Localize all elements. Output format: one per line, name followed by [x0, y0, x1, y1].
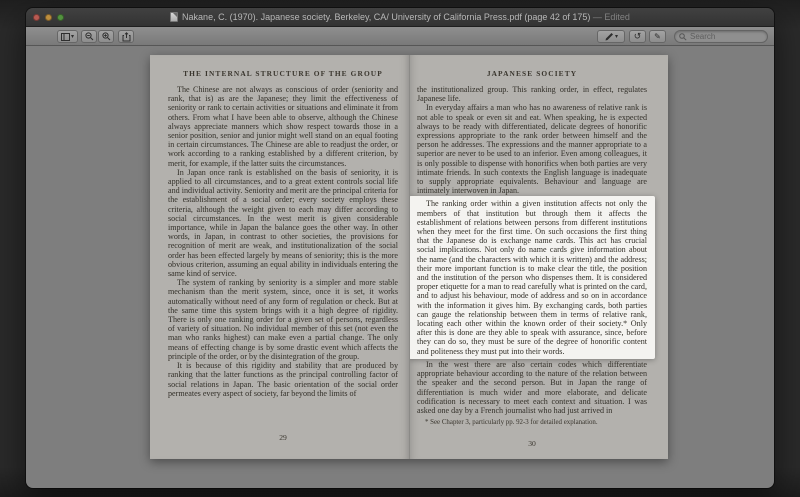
document-proxy-icon[interactable]	[170, 12, 178, 22]
pencil-circle-icon: ✎	[654, 31, 661, 41]
highlighted-paragraph[interactable]: The ranking order within a given institution affects not only the members of that institution but through them it affects the establishment of relations between persons from different institutions when they meet for the first time. On such occasions the first thing that the Japanese do is exchange name cards. This act has crucial social implications. Not only do name cards give information about the name (and the characters with which it is written) and the address; their more important function is to make clear the title, the position and the institution of the person who dispenses them. It is considered proper etiquette for a man to read carefully what is printed on the card, and to adjust his behaviour, mode of address and so on in accordance with the information it gives him. By exchanging cards, both parties can gauge the relationship between them in terms of relative rank, locating each other within the known order of their society.* Only after this is done are they able to speak with assurance, since, before they can do so, they must be sure of the degree of honorific content and politeness they must put into their words.	[417, 199, 647, 356]
search-icon	[679, 28, 687, 46]
share-icon	[122, 32, 131, 42]
chevron-down-icon: ▾	[614, 33, 618, 40]
paragraph[interactable]: In the west there are also certain codes which differentiate appropriate behaviour according to the nature of the relation between the speaker and the second person. But in Japan the range of differentiation is much wider and more elaborate, and delicate codification is necessary to meet each context and situation. I was asked one day by a French journalist who had just arrived in	[417, 359, 647, 415]
marker-pen-icon	[604, 32, 614, 42]
paragraph[interactable]: In everyday affairs a man who has no awareness of relative rank is not able to speak or even sit and eat. When speaking, he is expected always to be ready with differentiated, delicate degrees of honorific expressions appropriate to the rank order between himself and the person he addresses. The expressions and the manner appropriate to a superior are never to be used to an inferior. Even among colleagues, it is only possible to dispense with honorifics when both parties are very intimate friends. In such contexts the English language is inadequate to supply appropriate equivalents. Behaviour and language are intimately interwoven in Japan.	[417, 103, 647, 196]
running-head: JAPANESE SOCIETY	[486, 69, 578, 78]
document-title: Nakane, C. (1970). Japanese society. Berkeley, CA/ University of California Press.pdf (page 42 of 175)	[182, 12, 591, 22]
page-number: 30	[528, 439, 536, 448]
pdf-page-left[interactable]	[150, 55, 409, 459]
toolbar	[26, 27, 774, 46]
zoom-out-button[interactable]	[81, 30, 97, 43]
rotate-left-icon: ↺	[633, 31, 642, 41]
running-head: THE INTERNAL STRUCTURE OF THE GROUP	[183, 69, 383, 78]
search-field[interactable]	[674, 30, 768, 43]
paragraph[interactable]: It is because of this rigidity and stability that are produced by ranking that the latter functions as the principal controlling factor of social relations in Japan. The basic orientation of the social order permeates every aspect of society, far beyond the limits of	[168, 361, 398, 398]
paragraph[interactable]: the institutionalized group. This ranking order, in effect, regulates Japanese life.	[417, 85, 647, 104]
footnote: * See Chapter 3, particularly pp. 92-3 for detailed explanation.	[425, 419, 598, 427]
sidebar-view-button[interactable]	[57, 30, 78, 43]
zoom-in-button[interactable]	[98, 30, 114, 43]
search-input[interactable]	[690, 32, 763, 41]
markup-pen-button[interactable]	[597, 30, 625, 43]
sidebar-icon	[61, 33, 70, 41]
zoom-in-icon	[102, 32, 111, 41]
share-button[interactable]	[118, 30, 134, 43]
page-number: 29	[279, 433, 287, 442]
minimize-button[interactable]	[45, 14, 52, 21]
preview-window	[26, 8, 774, 488]
window-title	[26, 8, 774, 27]
rotate-left-button[interactable]	[629, 30, 646, 43]
chevron-down-icon: ▾	[70, 33, 74, 40]
pdf-page-right[interactable]	[409, 55, 668, 459]
pdf-content-area[interactable]	[26, 46, 774, 488]
paragraph[interactable]: In Japan once rank is established on the basis of seniority, it is applied to all circumstances, and to a great extent controls social life and individual activity. Seniority and merit are the principal criteria for the establishment of a social order; every society employs these criteria, although the weight given to each may differ according to social circumstances. In the west merit is given considerable importance, while in Japan the balance goes the other way. In other words, in Japan, in contrast to other societies, the provisions for recognition of merit are weak, and institutionalization of the social order has been effected largely by means of seniority; this is the more obvious criterion, assuming an equal ability in individuals entering the same kind of service.	[168, 167, 398, 279]
paragraph[interactable]: The system of ranking by seniority is a simpler and more stable mechanism than the merit system, since, once it is set, it works automatically without need of any form of regulation or check. But at the same time this system brings with it a high degree of rigidity. There is only one ranking order for a given set of persons, regardless of variety of situation. No individual member of this set (not even the man who ranks highest) can make even a partial change. The only means of effecting change is by some drastic event which affects the principle of the order, or by the disintegration of the group.	[168, 278, 398, 361]
edited-badge: — Edited	[590, 12, 630, 22]
zoom-window-button[interactable]	[57, 14, 64, 21]
zoom-out-icon	[85, 32, 94, 41]
page-spread	[150, 55, 668, 459]
paragraph[interactable]: The Chinese are not always as conscious of order (seniority and rank, that is) as are the Japanese; they limit the effectiveness of seniority or rank to certain activities or situations and eliminate it from others. From what I have been able to observe, although the Chinese always appreciate manners which show respect towards those in a senior position, senior and junior might well stand on an equal footing in certain circumstances. The Chinese are able to readjust the order, or work according to a ranking established by a different criterion, by merit, for example, if the latter suits the circumstances.	[168, 85, 398, 168]
title-bar[interactable]	[26, 8, 774, 27]
markup-toolbar-button[interactable]	[649, 30, 666, 43]
close-button[interactable]	[33, 14, 40, 21]
window-controls	[33, 14, 64, 21]
highlight-annotation[interactable]	[409, 196, 655, 358]
